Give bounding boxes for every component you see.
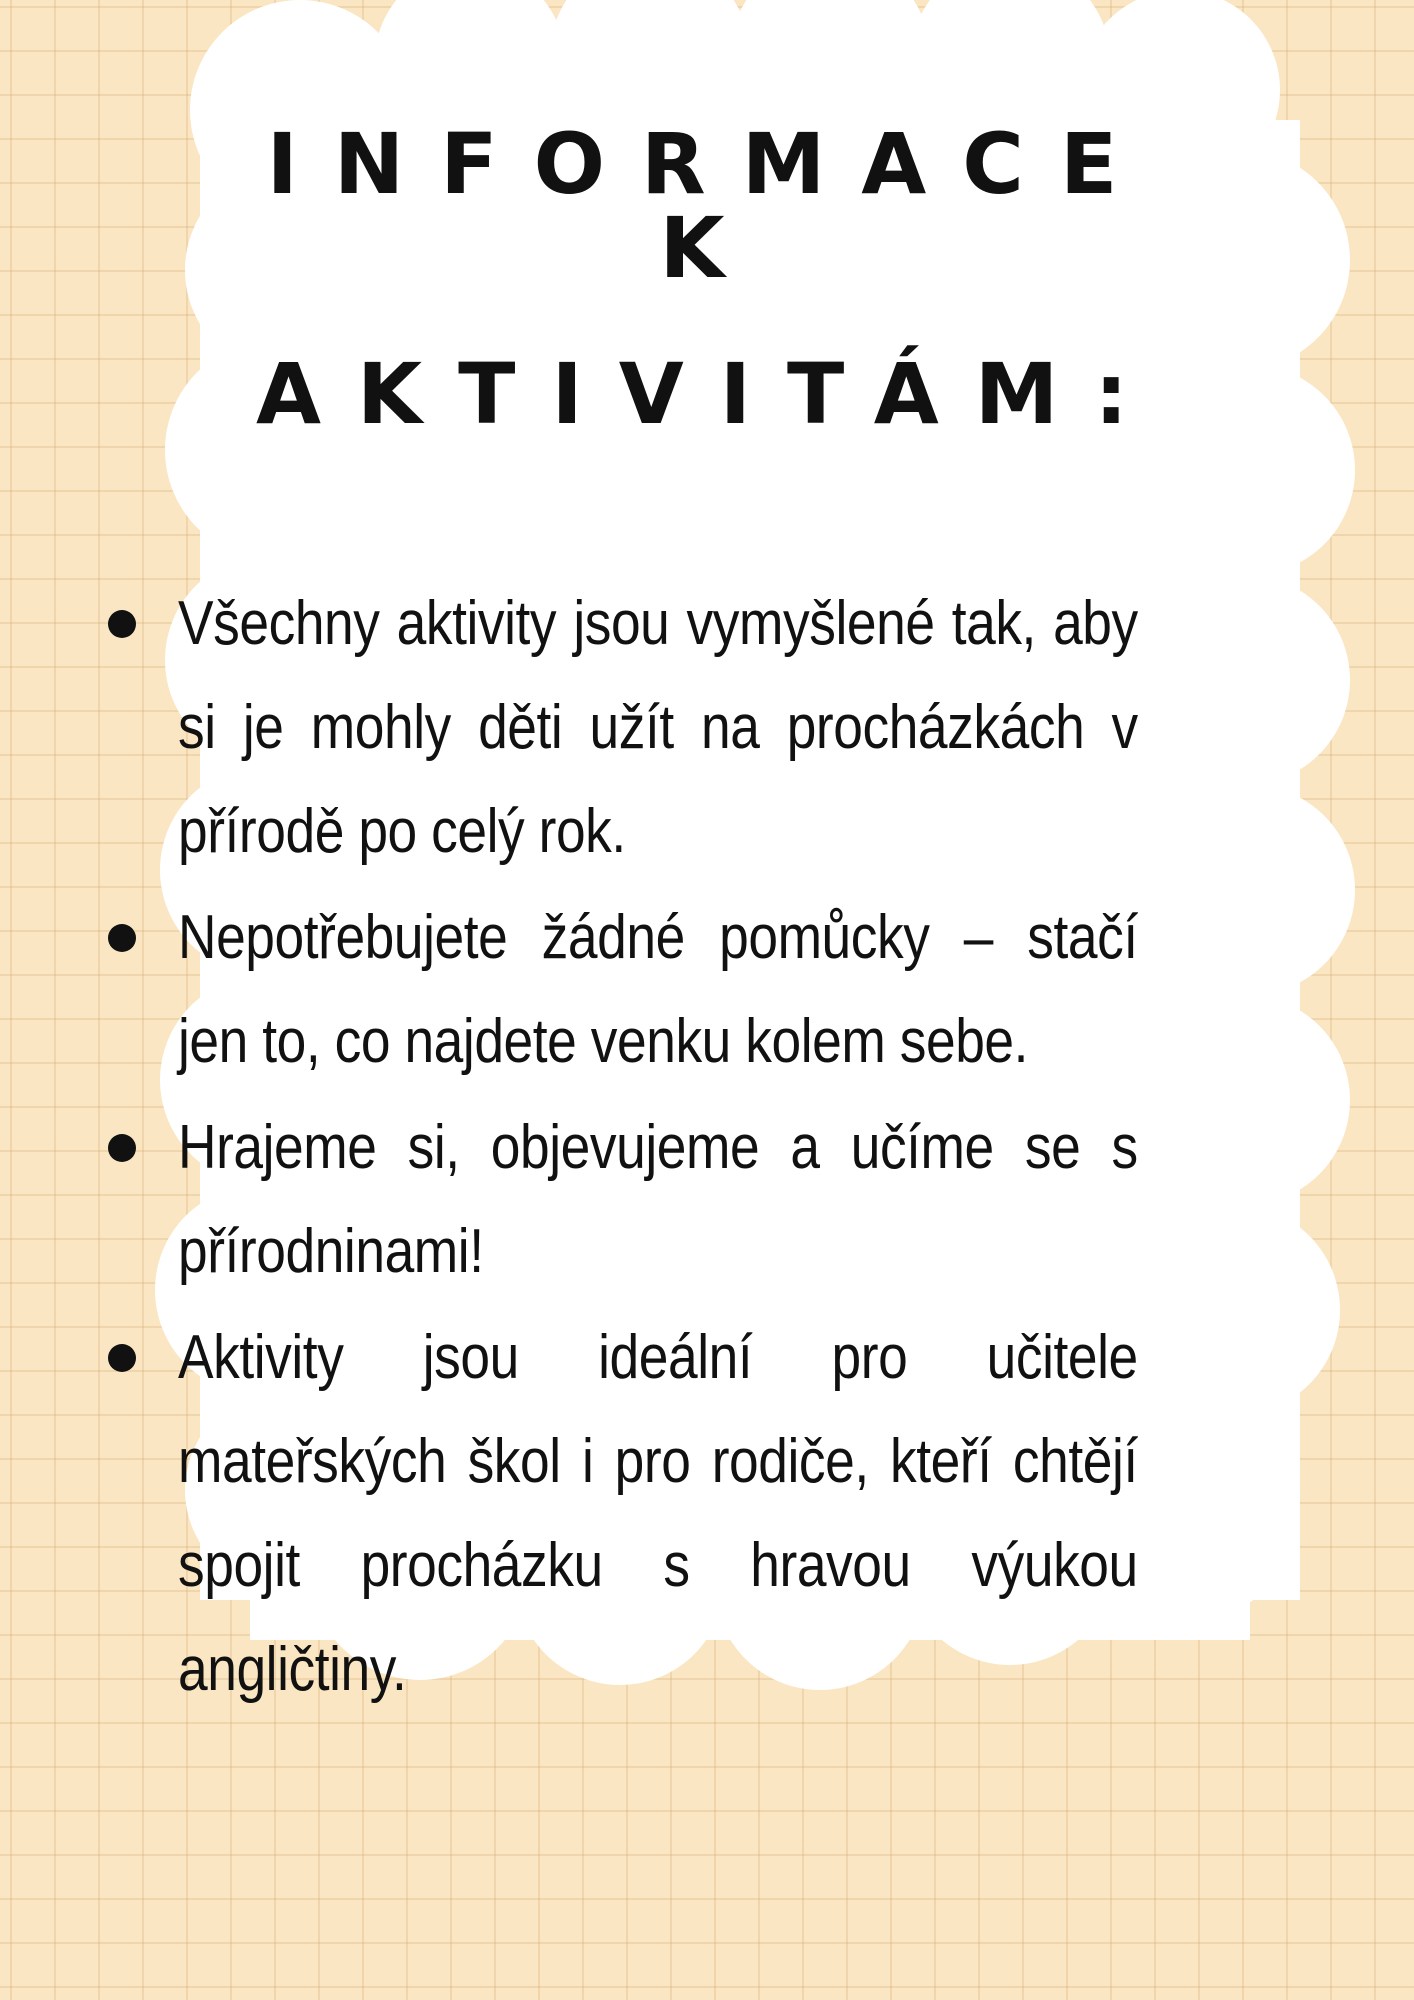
bullet-dot-icon xyxy=(108,924,136,952)
bullet-text: Hrajeme si, objevujeme a učíme se s přírodninami! xyxy=(178,1113,1138,1286)
bullet-dot-icon xyxy=(108,1134,136,1162)
bullet-dot-icon xyxy=(108,610,136,638)
bullet-text: Všechny aktivity jsou vymyšlené tak, aby si je mohly děti užít na procházkách v přírodě po celý rok. xyxy=(178,589,1138,866)
bullet-text: Nepotřebujete žádné pomůcky – stačí jen to, co najdete venku kolem sebe. xyxy=(178,903,1138,1076)
title-line-2: AKTIVITÁM: xyxy=(256,345,1164,443)
bullet-text: Aktivity jsou ideální pro učitele mateřských škol i pro rodiče, kteří chtějí spojit procházku s hravou výukou angličtiny. xyxy=(178,1323,1138,1704)
title-line-1: INFORMACE K xyxy=(266,115,1154,297)
bullet-dot-icon xyxy=(108,1344,136,1372)
